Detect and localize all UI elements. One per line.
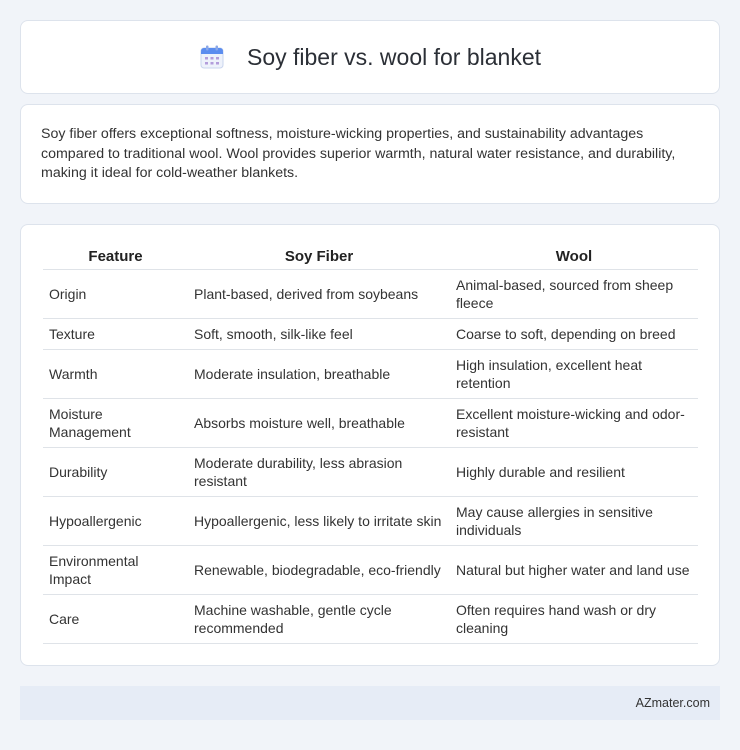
- column-header-soy-fiber: Soy Fiber: [188, 243, 450, 269]
- summary-card: [20, 104, 720, 204]
- soy-fiber-cell: Hypoallergenic, less likely to irritate skin: [188, 496, 450, 545]
- table-row: [43, 447, 698, 496]
- table-row: [43, 269, 698, 318]
- wool-cell: Natural but higher water and land use: [450, 545, 698, 594]
- wool-cell: May cause allergies in sensitive individuals: [450, 496, 698, 545]
- table-row: [43, 545, 698, 594]
- table-row: [43, 594, 698, 643]
- comparison-table-card: [20, 224, 720, 666]
- footer-brand: AZmater.com: [635, 696, 710, 710]
- wool-cell: High insulation, excellent heat retention: [450, 349, 698, 398]
- column-header-feature: Feature: [43, 243, 188, 269]
- wool-cell: Animal-based, sourced from sheep fleece: [450, 269, 698, 318]
- calendar-icon: [199, 44, 225, 70]
- soy-fiber-cell: Plant-based, derived from soybeans: [188, 269, 450, 318]
- feature-cell: Environmental Impact: [43, 545, 188, 594]
- table-header-row: [43, 243, 698, 269]
- soy-fiber-cell: Absorbs moisture well, breathable: [188, 398, 450, 447]
- footer: [20, 686, 720, 720]
- soy-fiber-cell: Machine washable, gentle cycle recommended: [188, 594, 450, 643]
- feature-cell: Texture: [43, 318, 188, 349]
- feature-cell: Origin: [43, 269, 188, 318]
- wool-cell: Highly durable and resilient: [450, 447, 698, 496]
- table-row: [43, 398, 698, 447]
- title-card: [20, 20, 720, 94]
- soy-fiber-cell: Soft, smooth, silk-like feel: [188, 318, 450, 349]
- column-header-wool: Wool: [450, 243, 698, 269]
- table-row: [43, 349, 698, 398]
- wool-cell: Often requires hand wash or dry cleaning: [450, 594, 698, 643]
- feature-cell: Care: [43, 594, 188, 643]
- table-row: [43, 318, 698, 349]
- soy-fiber-cell: Moderate insulation, breathable: [188, 349, 450, 398]
- soy-fiber-cell: Renewable, biodegradable, eco-friendly: [188, 545, 450, 594]
- feature-cell: Durability: [43, 447, 188, 496]
- feature-cell: Moisture Management: [43, 398, 188, 447]
- page-title: Soy fiber vs. wool for blanket: [246, 43, 542, 70]
- summary-text: Soy fiber offers exceptional softness, moisture-wicking properties, and sustainability advantages compared to traditional wool. Wool provides superior warmth, natural water resistance, and durability, making it ideal for cold-weather blankets.: [41, 126, 676, 181]
- table-row: [43, 496, 698, 545]
- feature-cell: Hypoallergenic: [43, 496, 188, 545]
- feature-cell: Warmth: [43, 349, 188, 398]
- soy-fiber-cell: Moderate durability, less abrasion resistant: [188, 447, 450, 496]
- wool-cell: Excellent moisture-wicking and odor-resistant: [450, 398, 698, 447]
- comparison-table: [43, 243, 698, 644]
- wool-cell: Coarse to soft, depending on breed: [450, 318, 698, 349]
